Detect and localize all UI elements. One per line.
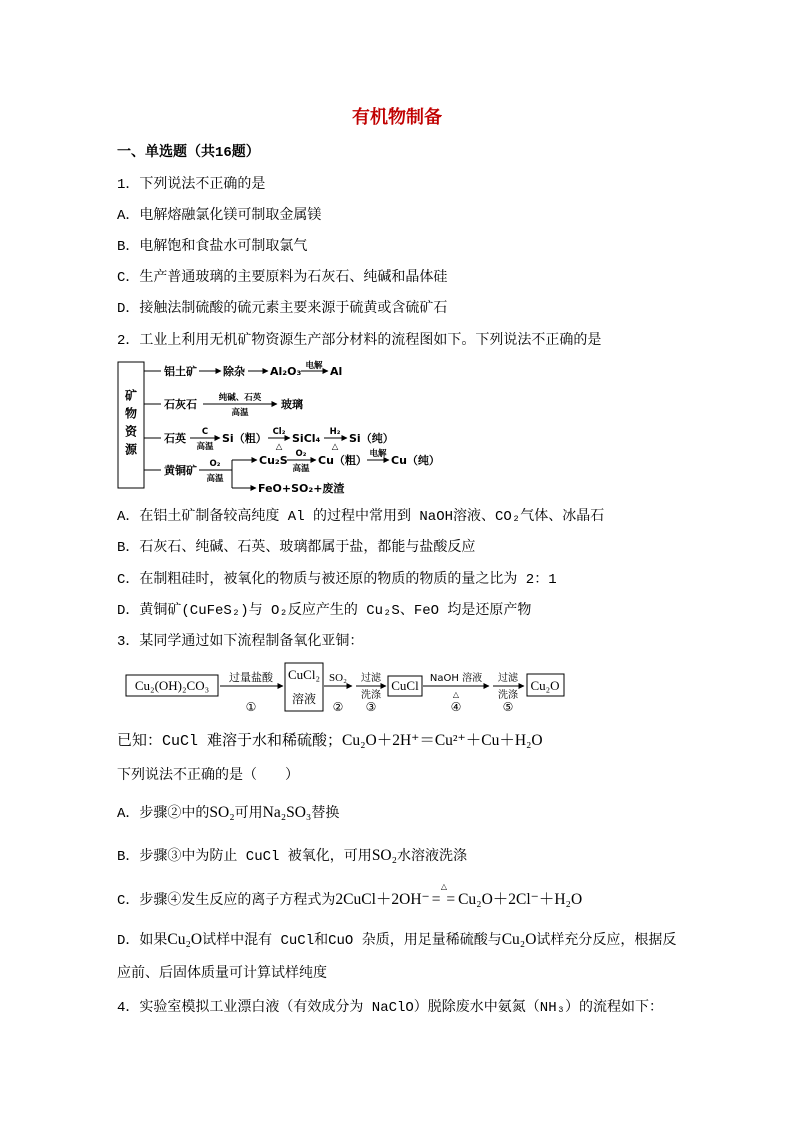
byproducts-label: FeO+SO₂+废渣 (258, 482, 345, 495)
q3-d-text-3: 试样充分反应，根据反 (536, 933, 677, 949)
q3-c-equals: = = (431, 891, 457, 908)
mineral-resources-label: 矿物资源 (123, 389, 138, 461)
cu2o-preparation-flowchart (120, 658, 570, 716)
section-heading: 一、单选题（共16题） (117, 145, 260, 161)
q3-stem: 3．某同学通过如下流程制备氧化亚铜： (117, 634, 364, 650)
known-text: 已知：CuCl 难溶于水和稀硫酸； (117, 733, 343, 750)
q2-option-d: D．黄铜矿(CuFeS₂)与 O₂反应产生的 Cu₂S、FeO 均是还原产物 (117, 603, 532, 619)
q3-c-equation-sign (430, 882, 458, 910)
glass-label: 玻璃 (281, 398, 303, 411)
cucl2-node-solution-label: 溶液 (291, 692, 317, 706)
q3-a-text-1: A．步骤②中的 (117, 806, 210, 822)
end-node-label: Cu₂O (530, 678, 560, 693)
q3-option-b (117, 846, 467, 867)
cucl2-node-formula: CuCl₂ (288, 667, 320, 682)
cu2s-label: Cu₂S (259, 454, 288, 467)
chalcopyrite-label: 黄铜矿 (164, 464, 197, 477)
quartz-label: 石英 (164, 432, 186, 445)
q3-c-equation-right: Cu₂O＋2Cl⁻＋H₂O (458, 891, 583, 908)
bauxite-label: 铝土矿 (164, 365, 197, 378)
glass-reagent-condition: 纯碱、石英 (218, 393, 262, 403)
step-5-wash: 洗涤 (498, 690, 518, 701)
oxygen-condition-1: O₂ (209, 459, 221, 469)
q3-option-a (117, 803, 339, 824)
cucl-node-label: CuCl (391, 678, 419, 693)
chalcopyrite-temperature-condition: 高温 (206, 474, 224, 484)
crude-copper-label: Cu（粗） (318, 454, 367, 467)
q3-c-equation-left: 2CuCl＋2OH⁻ (335, 891, 430, 908)
q4-stem: 4．实验室模拟工业漂白液（有效成分为 NaClO）脱除废水中氨氮（NH₃）的流程如下： (117, 1000, 664, 1016)
copper-electrolysis-condition: 电解 (369, 449, 387, 459)
step-1-number: ① (245, 700, 257, 714)
step-4-reagent: NaOH 溶液 (429, 673, 483, 684)
carbon-condition: C (201, 427, 209, 437)
q3-d-formula-1: Cu₂O (167, 931, 203, 948)
q3-b-formula-1: SO₂ (371, 847, 398, 864)
page-title: 有机物制备 (352, 107, 442, 128)
pure-silicon-label: Si（纯） (349, 432, 394, 445)
step-4-heat-condition: △ (452, 690, 460, 699)
q3-a-text-3: 替换 (311, 806, 340, 822)
q3-c-heat-condition: △ (440, 882, 447, 891)
step-3-filter: 过滤 (361, 673, 381, 684)
step-1-reagent: 过量盐酸 (229, 671, 273, 684)
step-3-number: ③ (365, 700, 377, 714)
q3-ask: 下列说法不正确的是（ ） (117, 768, 299, 784)
q3-d-text-2: 试样中混有 CuCl和CuO 杂质，用足量稀硫酸与 (202, 933, 502, 949)
q3-option-c (117, 882, 583, 911)
q3-known-info (117, 731, 543, 752)
mineral-resources-flowchart (117, 358, 447, 498)
hydrogen-condition: H₂ (329, 427, 341, 437)
q2-option-a: A．在铝土矿制备较高纯度 Al 的过程中常用到 NaOH溶液、CO₂气体、冰晶石 (117, 509, 605, 525)
q3-option-d-continued: 应前、后固体质量可计算试样纯度 (117, 966, 327, 982)
step-3-wash: 洗涤 (361, 690, 381, 701)
glass-temperature-condition: 高温 (231, 408, 249, 418)
cu2s-temperature-condition: 高温 (292, 464, 310, 474)
step-4-number: ④ (450, 700, 462, 714)
q1-option-a: A．电解熔融氯化镁可制取金属镁 (117, 208, 322, 224)
step-5-filter: 过滤 (498, 673, 518, 684)
q1-option-b: B．电解饱和食盐水可制取氯气 (117, 239, 308, 255)
sicl4-label: SiCl₄ (292, 432, 321, 445)
q3-a-formula-1: SO₂ (209, 804, 235, 821)
step-2-reagent: SO₂ (329, 672, 347, 684)
heat-condition-sicl4: △ (275, 442, 283, 452)
step-5-number: ⑤ (502, 700, 514, 714)
step-2-number: ② (332, 700, 344, 714)
q3-d-formula-2: Cu₂O (501, 931, 537, 948)
q3-a-formula-2: Na₂SO₃ (262, 804, 312, 821)
electrolysis-condition: 电解 (305, 361, 323, 371)
q1-option-d: D．接触法制硫酸的硫元素主要来源于硫黄或含硫矿石 (117, 301, 448, 317)
chlorine-condition: Cl₂ (272, 427, 286, 437)
cu2o-flowchart-svg (120, 658, 570, 716)
mineral-flowchart-svg (117, 358, 447, 498)
q2-stem: 2．工业上利用无机矿物资源生产部分材料的流程图如下。下列说法不正确的是 (117, 333, 602, 349)
q3-a-text-2: 可用 (234, 806, 263, 822)
q2-option-c: C．在制粗硅时，被氧化的物质与被还原的物质的物质的量之比为 2：1 (117, 572, 557, 588)
heat-condition-pure-si: △ (331, 442, 339, 452)
q3-b-text-1: B．步骤③中为防止 CuCl 被氧化，可用 (117, 849, 372, 865)
q3-option-d (117, 930, 676, 951)
crude-silicon-label: Si（粗） (222, 432, 267, 445)
q3-b-text-2: 水溶液洗涤 (397, 849, 468, 865)
q2-option-b: B．石灰石、纯碱、石英、玻璃都属于盐，都能与盐酸反应 (117, 540, 476, 556)
alumina-label: Al₂O₃ (270, 365, 302, 378)
purify-step-label: 除杂 (223, 365, 245, 378)
q1-option-c: C．生产普通玻璃的主要原料为石灰石、纯碱和晶体硅 (117, 270, 448, 286)
q3-d-text-1: D．如果 (117, 933, 168, 949)
q3-c-text: C．步骤④发生反应的离子方程式为 (117, 893, 336, 909)
start-node-label: Cu₂(OH)₂CO₃ (134, 678, 210, 693)
known-equation: Cu₂O＋2H⁺＝Cu²⁺＋Cu＋H₂O (342, 732, 543, 749)
oxygen-condition-2: O₂ (295, 449, 307, 459)
limestone-label: 石灰石 (164, 398, 197, 411)
aluminum-label: Al (330, 365, 343, 378)
quartz-temperature-condition: 高温 (196, 442, 214, 452)
pure-copper-label: Cu（纯） (391, 454, 440, 467)
q1-stem: 1．下列说法不正确的是 (117, 177, 266, 193)
